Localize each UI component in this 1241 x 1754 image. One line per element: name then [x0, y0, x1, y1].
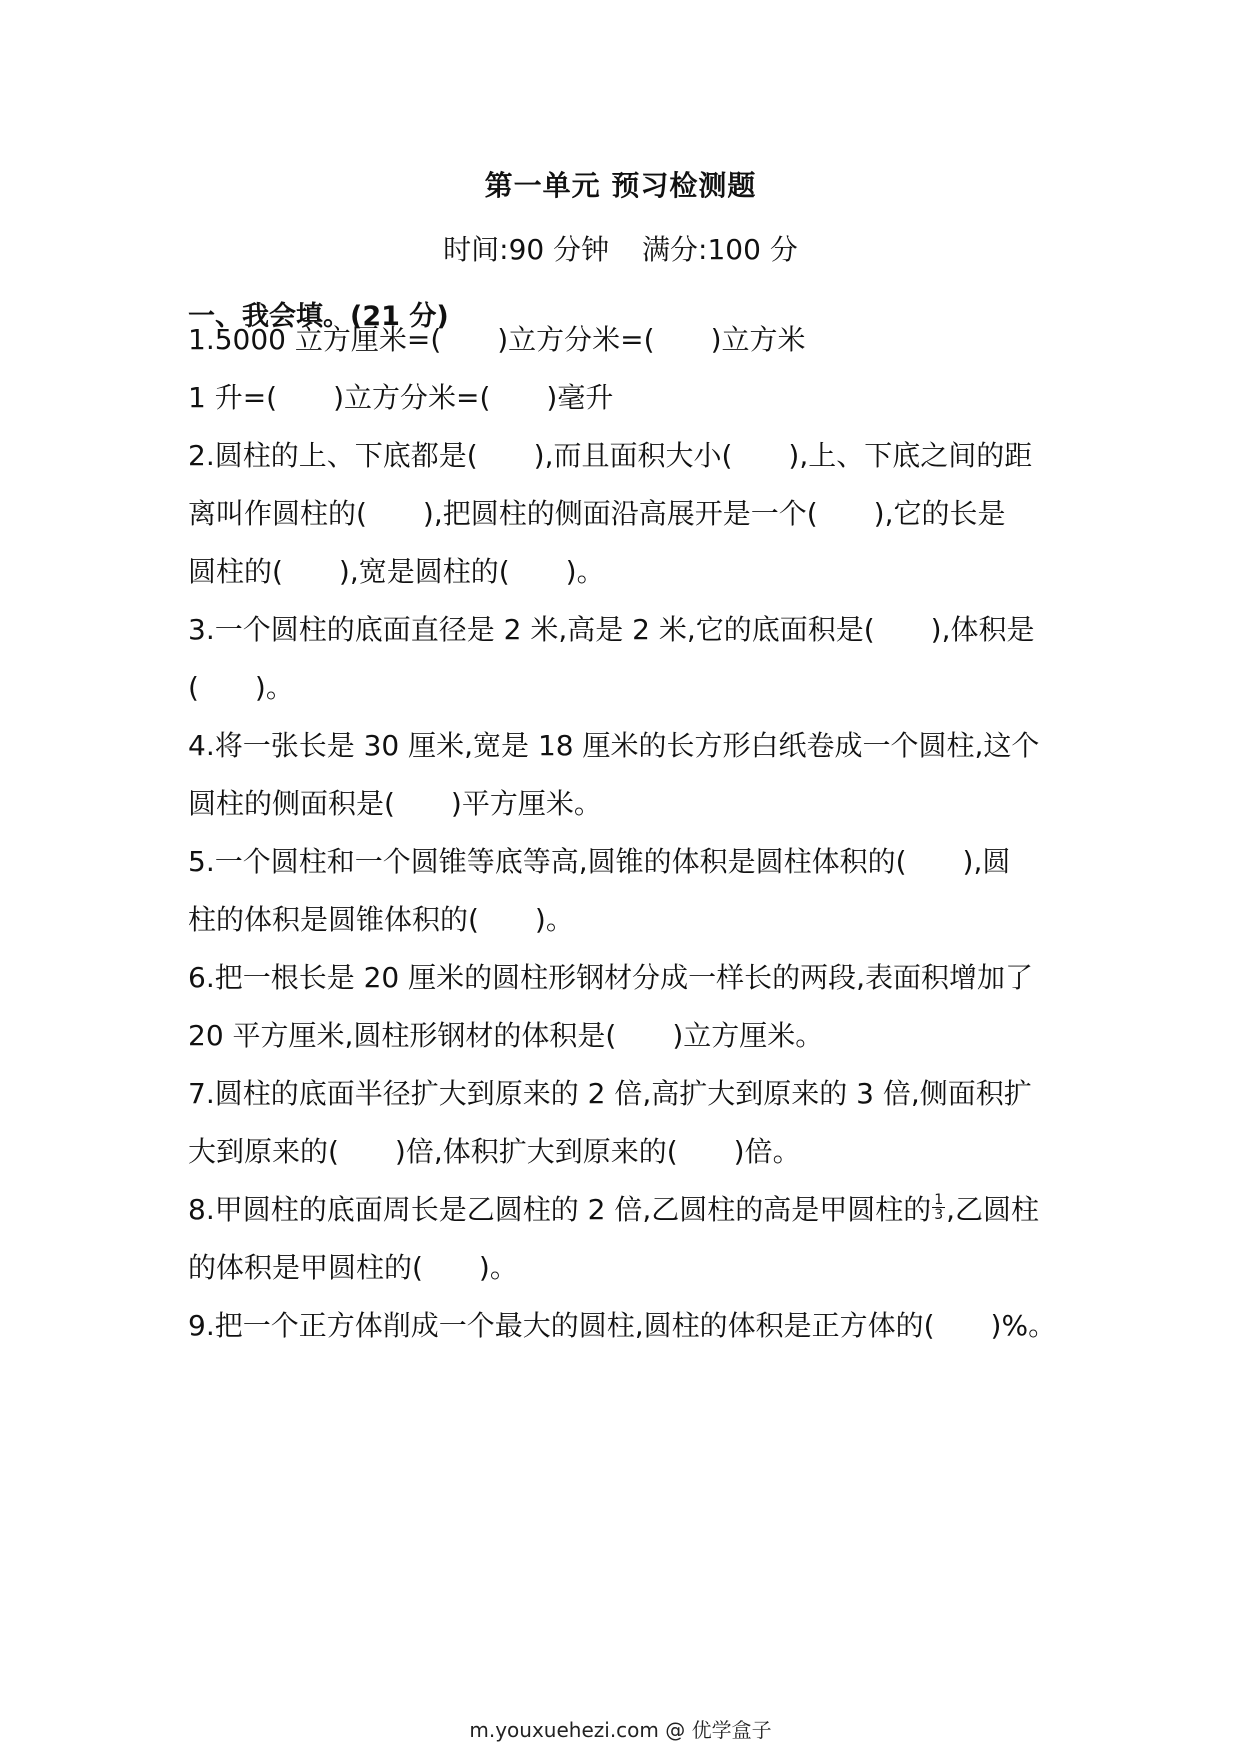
- question-line: 9.把一个正方体削成一个最大的圆柱,圆柱的体积是正方体的( )%。: [188, 1309, 1057, 1342]
- question-line: 20 平方厘米,圆柱形钢材的体积是( )立方厘米。: [188, 1019, 824, 1052]
- footer-watermark: m.youxuehezi.com @ 优学盒子: [469, 1718, 772, 1742]
- question-8-line: [188, 1192, 1039, 1228]
- question-line: 1.5000 立方厘米=( )立方分米=( )立方米: [188, 323, 806, 356]
- exam-score: 满分:100 分: [642, 233, 798, 266]
- question-line: 圆柱的侧面积是( )平方厘米。: [188, 787, 602, 820]
- question-line: 柱的体积是圆锥体积的( )。: [188, 903, 574, 936]
- exam-meta: [0, 228, 1241, 268]
- question-line: 7.圆柱的底面半径扩大到原来的 2 倍,高扩大到原来的 3 倍,侧面积扩: [188, 1077, 1032, 1110]
- question-line: 4.将一张长是 30 厘米,宽是 18 厘米的长方形白纸卷成一个圆柱,这个: [188, 729, 1040, 762]
- question-line: 大到原来的( )倍,体积扩大到原来的( )倍。: [188, 1135, 801, 1168]
- question-line: 离叫作圆柱的( ),把圆柱的侧面沿高展开是一个( ),它的长是: [188, 497, 1006, 530]
- question-line: 1 升=( )立方分米=( )毫升: [188, 381, 614, 414]
- question-line: 圆柱的( ),宽是圆柱的( )。: [188, 555, 605, 588]
- fraction-numerator: 1: [934, 1191, 944, 1208]
- question-line: ( )。: [188, 671, 294, 704]
- question-line: 5.一个圆柱和一个圆锥等底等高,圆锥的体积是圆柱体积的( ),圆: [188, 845, 1011, 878]
- question-8-text: 8.甲圆柱的底面周长是乙圆柱的 2 倍,乙圆柱的高是甲圆柱的: [188, 1193, 932, 1226]
- question-8-text-end: ,乙圆柱: [946, 1193, 1040, 1226]
- question-line: 2.圆柱的上、下底都是( ),而且面积大小( ),上、下底之间的距: [188, 439, 1033, 472]
- fraction-one-third: [932, 1193, 945, 1222]
- question-line: 6.把一根长是 20 厘米的圆柱形钢材分成一样长的两段,表面积增加了: [188, 961, 1034, 994]
- page-title: 第一单元 预习检测题: [484, 169, 757, 202]
- section-heading: 一、我会填。(21 分): [188, 301, 449, 332]
- exam-time: 时间:90 分钟: [443, 233, 610, 266]
- fraction-denominator: 3: [934, 1206, 944, 1223]
- question-line: 3.一个圆柱的底面直径是 2 米,高是 2 米,它的底面积是( ),体积是: [188, 613, 1035, 646]
- question-line: 的体积是甲圆柱的( )。: [188, 1251, 518, 1284]
